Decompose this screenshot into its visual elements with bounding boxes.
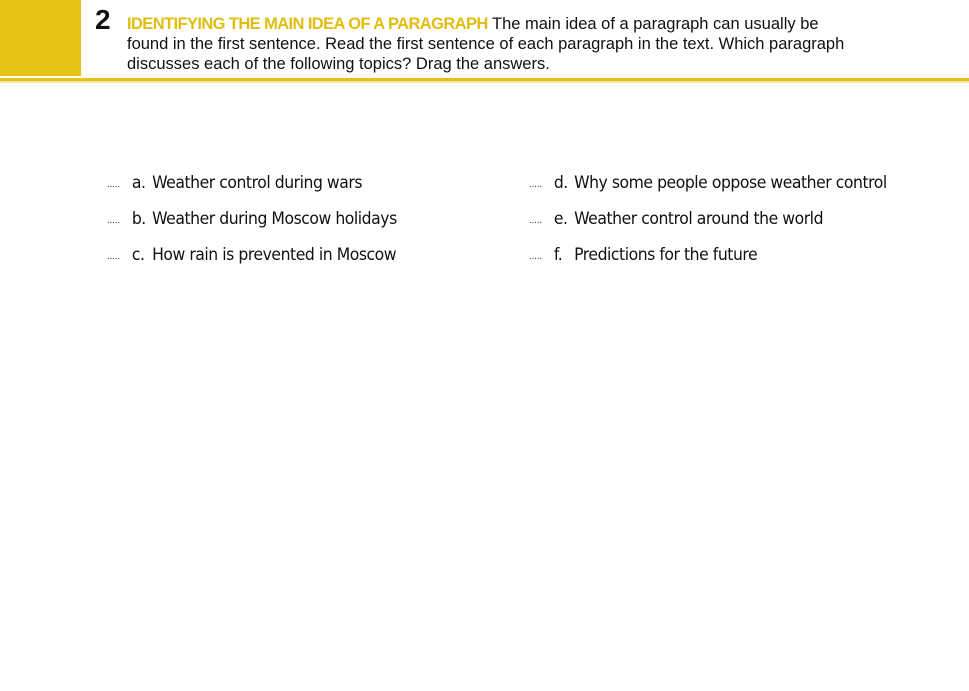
answer-drop-slot-a[interactable]: .....	[107, 180, 121, 190]
exercise-heading: IDENTIFYING THE MAIN IDEA OF A PARAGRAPH	[127, 15, 488, 33]
exercise-header	[0, 0, 969, 80]
answer-drop-slot-f[interactable]: .....	[529, 252, 543, 262]
answer-drop-slot-d[interactable]: .....	[529, 180, 543, 190]
topic-text-e: Weather control around the world	[574, 209, 824, 229]
topic-letter-e: e.	[553, 209, 568, 229]
topic-text-b: Weather during Moscow holidays	[152, 209, 397, 229]
topic-text-c: How rain is prevented in Moscow	[152, 245, 397, 265]
accent-block	[0, 0, 81, 76]
topics-column-left	[107, 165, 422, 273]
topic-letter-c: c.	[131, 245, 145, 265]
topic-item-a	[107, 165, 397, 201]
answer-drop-slot-e[interactable]: .....	[529, 216, 543, 226]
topic-text-f: Predictions for the future	[574, 245, 758, 265]
exercise-number: 2	[95, 4, 111, 35]
topics-column-right	[529, 165, 918, 273]
topic-letter-f: f.	[553, 245, 563, 265]
instruction-line-1: The main idea of a paragraph can usually be	[492, 15, 819, 33]
topic-letter-a: a.	[131, 173, 146, 193]
topic-item-c	[107, 237, 397, 273]
topic-item-d	[529, 165, 887, 201]
instruction-line-2: found in the first sentence. Read the first sentence of each paragraph in the text. Which paragraph	[127, 35, 845, 53]
topic-item-e	[529, 201, 887, 237]
topic-letter-b: b.	[131, 209, 146, 229]
topic-item-f	[529, 237, 887, 273]
answer-drop-slot-c[interactable]: .....	[107, 252, 121, 262]
topic-item-b	[107, 201, 397, 237]
instruction-line-3: discusses each of the following topics? Drag the answers.	[127, 55, 550, 73]
exercise-instructions	[127, 14, 927, 74]
header-divider-shadow	[0, 81, 969, 83]
topic-letter-d: d.	[553, 173, 568, 193]
topic-text-d: Why some people oppose weather control	[574, 173, 887, 193]
answer-drop-slot-b[interactable]: .....	[107, 216, 121, 226]
topic-text-a: Weather control during wars	[152, 173, 363, 193]
